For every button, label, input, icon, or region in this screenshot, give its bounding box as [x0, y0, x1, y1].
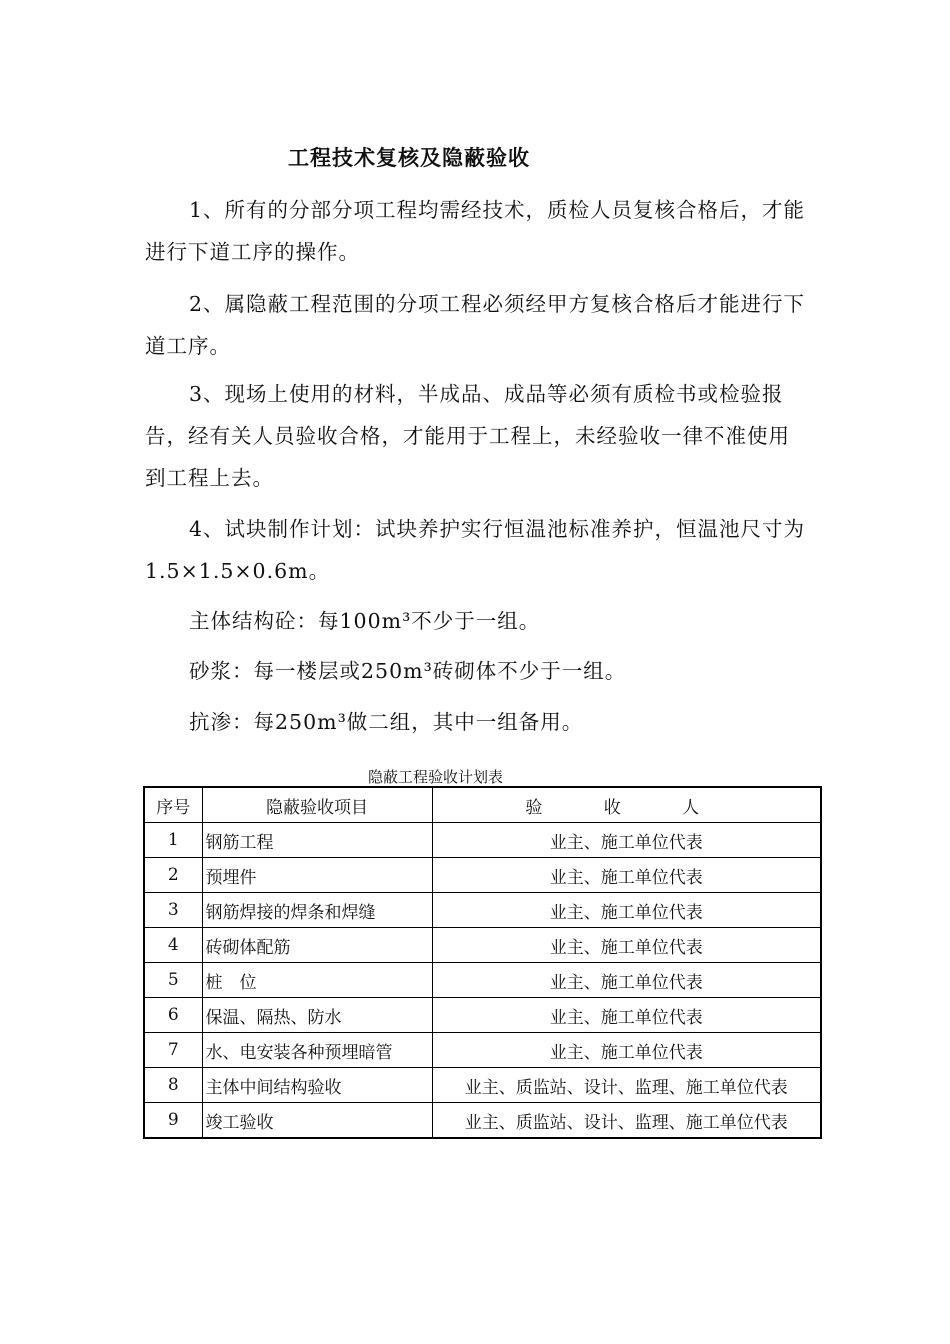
- row-inspector: 业主、施工单位代表: [432, 1033, 821, 1068]
- acceptance-plan-table: [143, 786, 822, 1139]
- row-item: 钢筋焊接的焊条和焊缝: [202, 893, 432, 928]
- concrete-rule: 主体结构砼：每100m³不少于一组。: [189, 609, 541, 633]
- row-item: 钢筋工程: [202, 823, 432, 858]
- row-index: 8: [144, 1068, 202, 1103]
- table-caption: 隐蔽工程验收计划表: [368, 768, 504, 786]
- row-index: 3: [144, 893, 202, 928]
- row-inspector: 业主、质监站、设计、监理、施工单位代表: [432, 1103, 821, 1139]
- row-item: 水、电安装各种预埋暗管: [202, 1033, 432, 1068]
- table-row: [144, 1068, 821, 1103]
- row-index: 7: [144, 1033, 202, 1068]
- paragraph-1: 1、所有的分部分项工程均需经技术，质检人员复核合格后，才能进行下道工序的操作。: [145, 198, 806, 264]
- table-row: [144, 928, 821, 963]
- document-title: 工程技术复核及隐蔽验收: [288, 146, 530, 170]
- row-inspector: 业主、施工单位代表: [432, 858, 821, 893]
- row-index: 1: [144, 823, 202, 858]
- header-index: 序号: [144, 787, 202, 823]
- header-item: 隐蔽验收项目: [202, 787, 432, 823]
- header-inspector: 验 收 人: [432, 787, 821, 823]
- paragraph-2: 2、属隐蔽工程范围的分项工程必须经甲方复核合格后才能进行下道工序。: [145, 292, 806, 358]
- row-inspector: 业主、施工单位代表: [432, 928, 821, 963]
- table-row: [144, 1033, 821, 1068]
- row-item: 砖砌体配筋: [202, 928, 432, 963]
- row-item: 竣工验收: [202, 1103, 432, 1139]
- row-item: 保温、隔热、防水: [202, 998, 432, 1033]
- row-inspector: 业主、施工单位代表: [432, 893, 821, 928]
- table-header-row: [144, 787, 821, 823]
- table-row: [144, 1103, 821, 1139]
- table-row: [144, 998, 821, 1033]
- paragraph-3: 3、现场上使用的材料，半成品、成品等必须有质检书或检验报告，经有关人员验收合格，才能用于工程上，未经验收一律不准使用到工程上去。: [145, 382, 790, 490]
- row-index: 2: [144, 858, 202, 893]
- table-row: [144, 893, 821, 928]
- row-inspector: 业主、施工单位代表: [432, 998, 821, 1033]
- impermeability-rule: 抗渗：每250m³做二组，其中一组备用。: [189, 710, 584, 734]
- row-inspector: 业主、施工单位代表: [432, 963, 821, 998]
- row-index: 4: [144, 928, 202, 963]
- table-row: [144, 963, 821, 998]
- row-index: 6: [144, 998, 202, 1033]
- row-index: 9: [144, 1103, 202, 1139]
- row-item: 预埋件: [202, 858, 432, 893]
- row-index: 5: [144, 963, 202, 998]
- table-row: [144, 858, 821, 893]
- row-inspector: 业主、质监站、设计、监理、施工单位代表: [432, 1068, 821, 1103]
- row-inspector: 业主、施工单位代表: [432, 823, 821, 858]
- mortar-rule: 砂浆：每一楼层或250m³砖砌体不少于一组。: [189, 659, 627, 683]
- row-item: 桩 位: [202, 963, 432, 998]
- row-item: 主体中间结构验收: [202, 1068, 432, 1103]
- paragraph-4: 4、试块制作计划：试块养护实行恒温池标准养护，恒温池尺寸为1.5×1.5×0.6m。: [145, 517, 806, 583]
- table-row: [144, 823, 821, 858]
